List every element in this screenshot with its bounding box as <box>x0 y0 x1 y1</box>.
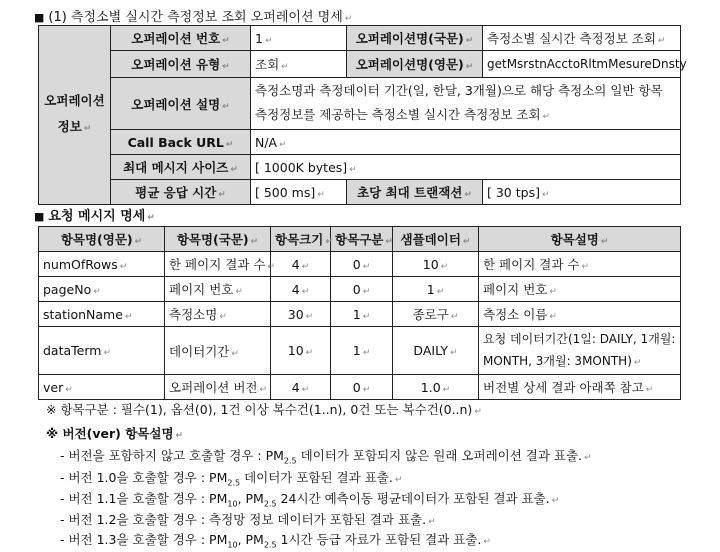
table-cell: 0 ↵ <box>331 277 393 302</box>
header-cell: 항목명(국문) ↵ <box>165 227 271 252</box>
callback-url-label: Call Back URL ↵ <box>111 130 251 155</box>
table-cell: 데이터기간 ↵ <box>165 327 271 375</box>
header-cell: 항목구분 ↵ <box>331 227 393 252</box>
max-message-size-label: 최대 메시지 사이즈 ↵ <box>111 155 251 180</box>
operation-number-value: 1 ↵ <box>251 26 347 51</box>
version-note-4: - 버전 1.2을 호출할 경우 : 측정망 정보 데이터가 포함된 결과 표출. ↵ <box>60 512 436 527</box>
version-note-3: - 버전 1.1을 호출할 경우 : $PM_{10}$, $PM_{2.5}$ 24시간 예측이동 평균데이터가 포함된 결과 표출. ↵ <box>60 491 560 509</box>
table-row <box>39 302 681 327</box>
operation-info-label: 오퍼레이션 정보 ↵ <box>39 26 111 205</box>
operation-name-kr-label: 오퍼레이션명(국문) ↵ <box>347 26 483 51</box>
section1-title: ■ (1) 측정소별 실시간 측정정보 조회 오퍼레이션 명세 ↵ <box>34 10 353 25</box>
header-cell: 샘플데이터 ↵ <box>393 227 479 252</box>
table-cell: 1.0 ↵ <box>393 375 479 400</box>
operation-desc-label: 오퍼레이션 설명 ↵ <box>111 78 251 130</box>
max-message-size-value: [ 1000K bytes] ↵ <box>251 155 681 180</box>
max-tps-label: 초당 최대 트랜잭션 ↵ <box>347 180 483 205</box>
table-cell: 1 ↵ <box>331 327 393 375</box>
table-row <box>39 327 681 375</box>
bullet-icon: ■ <box>34 210 45 223</box>
table-cell: 4 ↵ <box>271 375 331 400</box>
table-cell: 10 ↵ <box>271 327 331 375</box>
table-cell: 종로구 ↵ <box>393 302 479 327</box>
table-cell: 1 ↵ <box>331 302 393 327</box>
operation-spec-table <box>38 25 687 205</box>
operation-name-kr-value: 측정소별 실시간 측정정보 조회 ↵ <box>483 26 681 51</box>
version-note-5: - 버전 1.3을 호출할 경우 : $PM_{10}$, $PM_{2.5}$ 1시간 등급 자료가 포함된 결과 표출. ↵ <box>60 532 491 550</box>
table-cell: pageNo ↵ <box>39 277 165 302</box>
operation-type-label: 오퍼레이션 유형 ↵ <box>111 51 251 78</box>
table-cell: stationName ↵ <box>39 302 165 327</box>
table-cell: 오퍼레이션 버전 ↵ <box>165 375 271 400</box>
operation-type-value: 조회 ↵ <box>251 51 347 78</box>
table-row <box>39 375 681 400</box>
avg-response-time-value: [ 500 ms] ↵ <box>251 180 347 205</box>
operation-name-en-value: getMsrstnAcctoRltmMesureDnsty <box>483 51 681 78</box>
table-cell: 30 ↵ <box>271 302 331 327</box>
table-cell: 페이지 번호 ↵ <box>479 277 681 302</box>
table-row <box>39 277 681 302</box>
table-cell: 한 페이지 결과 수 ↵ <box>479 252 681 277</box>
header-cell: 항목명(영문) ↵ <box>39 227 165 252</box>
table-cell: 4 ↵ <box>271 277 331 302</box>
item-type-note: ※ 항목구분 : 필수(1), 옵션(0), 1건 이상 복수건(1..n), 0건 또는 복수건(0..n) ↵ <box>46 402 482 417</box>
section2-title: ■ 요청 메시지 명세 ↵ <box>34 209 155 224</box>
version-heading: ※ 버전(ver) 항목설명 ↵ <box>46 426 184 441</box>
table-header-row <box>39 227 681 252</box>
table-cell: 4 ↵ <box>271 252 331 277</box>
version-note-2: - 버전 1.0을 호출할 경우 : $PM_{2.5}$ 데이터가 포함된 결과 표출. ↵ <box>60 470 403 488</box>
callback-url-value: N/A ↵ <box>251 130 681 155</box>
table-cell: 10 ↵ <box>393 252 479 277</box>
table-cell: 측정소 이름 ↵ <box>479 302 681 327</box>
operation-number-label: 오퍼레이션 번호 ↵ <box>111 26 251 51</box>
version-note-1: - 버전을 포함하지 않고 호출할 경우 : $PM_{2.5}$ 데이터가 포함되지 않은 원래 오퍼레이션 결과 표출. ↵ <box>60 448 592 466</box>
table-cell: 버전별 상세 결과 아래쪽 참고 ↵ <box>479 375 681 400</box>
request-spec-table <box>38 226 681 400</box>
table-cell: 0 ↵ <box>331 252 393 277</box>
table-cell: 0 ↵ <box>331 375 393 400</box>
table-cell: 페이지 번호 ↵ <box>165 277 271 302</box>
table-cell: 요청 데이터기간(1일: DAILY, 1개월: MONTH, 3개월: 3MONTH) ↵ <box>479 327 681 375</box>
table-cell: DAILY ↵ <box>393 327 479 375</box>
header-cell: 항목크기 ↵ <box>271 227 331 252</box>
operation-name-en-label: 오퍼레이션명(영문) ↵ <box>347 51 483 78</box>
table-cell: numOfRows ↵ <box>39 252 165 277</box>
table-cell: 측정소명 ↵ <box>165 302 271 327</box>
bullet-icon: ■ <box>34 11 45 24</box>
table-cell: 한 페이지 결과 수 ↵ <box>165 252 271 277</box>
header-cell: 항목설명 ↵ <box>479 227 681 252</box>
table-row <box>39 252 681 277</box>
table-cell: 1 ↵ <box>393 277 479 302</box>
table-cell: ver ↵ <box>39 375 165 400</box>
table-cell: dataTerm ↵ <box>39 327 165 375</box>
avg-response-time-label: 평균 응답 시간 ↵ <box>111 180 251 205</box>
max-tps-value: [ 30 tps] ↵ <box>483 180 681 205</box>
operation-desc-value: 측정소명과 측정데이터 기간(일, 한달, 3개월)으로 해당 측정소의 일반 항목 측정정보를 제공하는 측정소별 실시간 측정정보 조회 ↵ <box>251 78 681 130</box>
